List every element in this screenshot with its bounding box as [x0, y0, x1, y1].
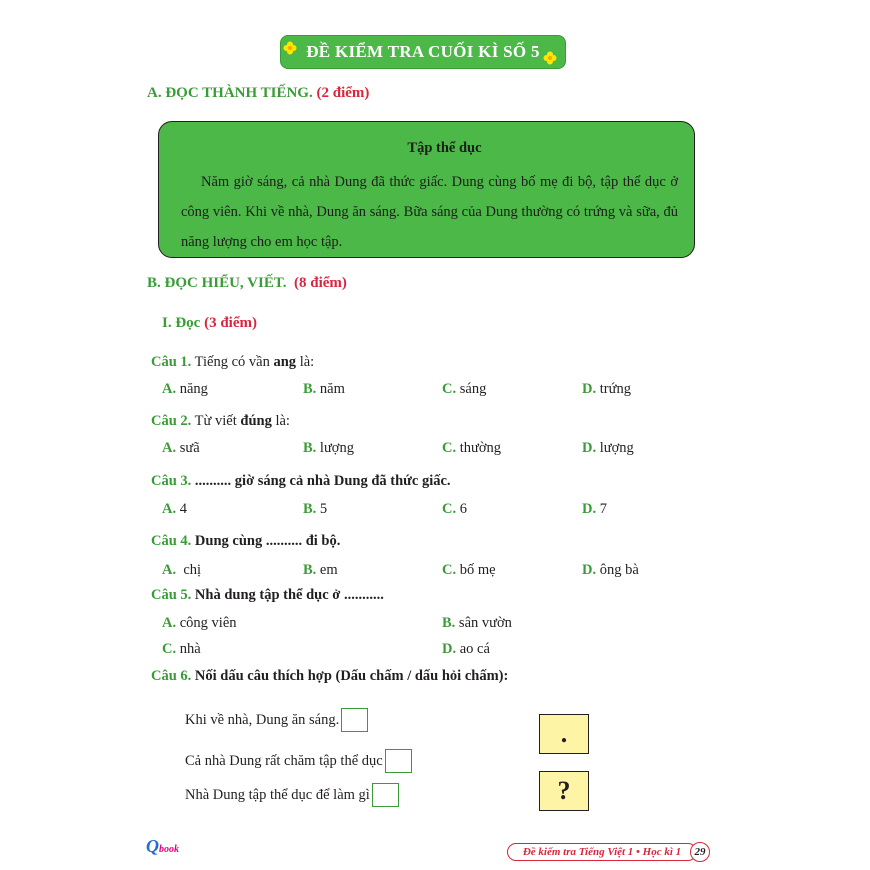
question-text: là: [299, 354, 315, 370]
option-a[interactable] [162, 562, 201, 579]
question-text: Dung cùng .......... đi bộ. [194, 533, 341, 549]
reading-text: Năm giờ sáng, cả nhà Dung đã thức giấc. Dung cùng bố mẹ đi bộ, tập thể dục ở công viên. Khi về nhà, Dung ăn sáng. Bữa sáng của Dung thường có trứng và sữa, đủ năng lượng cho em học tập. [181, 174, 678, 250]
flower-icon [283, 41, 297, 55]
question-text: .......... giờ sáng cả nhà Dung đã thức giấc. [194, 473, 451, 489]
option-b[interactable] [303, 501, 327, 518]
option-text: 5 [319, 501, 328, 517]
part-i-points: (3 điểm) [204, 315, 257, 331]
option-d[interactable] [582, 562, 639, 579]
period-box[interactable] [539, 714, 589, 754]
option-text: 6 [459, 501, 467, 517]
page-number-text: 29 [694, 846, 706, 858]
section-a-label: A. ĐỌC THÀNH TIẾNG. [147, 85, 313, 101]
question-5 [151, 587, 384, 604]
option-text: năng [179, 381, 208, 397]
footer-text: Đề kiểm tra Tiếng Việt 1 • Học kì 1 [522, 846, 682, 858]
section-a-heading [147, 85, 369, 102]
option-letter: A. [162, 562, 177, 578]
option-letter: B. [303, 381, 317, 397]
matching-sentence [185, 708, 368, 732]
option-letter: A. [162, 501, 177, 517]
logo-q: Q [146, 836, 159, 856]
question-1 [151, 354, 314, 371]
option-text: năm [319, 381, 345, 397]
period-mark: . [560, 719, 568, 748]
question-number: Câu 5. [151, 587, 192, 603]
option-letter: C. [442, 501, 457, 517]
option-letter: B. [303, 562, 317, 578]
option-d[interactable] [582, 501, 607, 518]
section-a-points: (2 điểm) [316, 85, 370, 101]
option-b[interactable] [303, 381, 345, 398]
question-text: Nối dấu câu thích hợp (Dấu chấm / dấu hỏi chấm): [194, 668, 509, 684]
question-2 [151, 413, 290, 430]
option-c[interactable] [442, 501, 467, 518]
question-mark: ? [557, 776, 571, 805]
question-text: Từ viết [194, 413, 237, 429]
option-letter: D. [442, 641, 457, 657]
option-text: chị [183, 562, 202, 578]
logo-text: book [159, 844, 179, 855]
matching-sentence [185, 783, 399, 807]
option-b[interactable] [303, 562, 338, 579]
option-d[interactable] [582, 440, 634, 457]
page-number [690, 842, 710, 862]
option-letter: B. [442, 615, 456, 631]
question-number: Câu 1. [151, 354, 192, 370]
question-text: Tiếng có vần [194, 354, 270, 370]
option-text: 4 [179, 501, 187, 517]
reading-passage [158, 121, 695, 258]
option-a[interactable] [162, 440, 200, 457]
option-text: sân vườn [458, 615, 512, 631]
question-number: Câu 4. [151, 533, 192, 549]
option-letter: C. [442, 440, 457, 456]
option-a[interactable] [162, 381, 208, 398]
matching-sentence [185, 749, 412, 773]
option-letter: C. [442, 562, 457, 578]
option-letter: A. [162, 440, 177, 456]
publisher-logo [146, 836, 179, 857]
footer-label [507, 843, 697, 861]
option-letter: C. [442, 381, 457, 397]
section-b-heading [147, 275, 347, 292]
option-d[interactable] [582, 381, 631, 398]
sentence-text: Nhà Dung tập thể dục để làm gì [185, 786, 370, 803]
option-letter: A. [162, 381, 177, 397]
option-letter: D. [582, 381, 597, 397]
question-keyword: đúng [240, 413, 272, 429]
answer-box[interactable] [385, 749, 412, 773]
option-text: 7 [599, 501, 607, 517]
option-c[interactable] [162, 641, 201, 658]
option-text: thường [459, 440, 502, 456]
option-text: nhà [179, 641, 201, 657]
option-letter: A. [162, 615, 177, 631]
question-6 [151, 668, 508, 685]
section-b-label: B. ĐỌC HIỂU, VIẾT. [147, 275, 287, 291]
option-letter: C. [162, 641, 177, 657]
question-keyword: ang [273, 354, 297, 370]
option-b[interactable] [303, 440, 354, 457]
option-text: trứng [599, 381, 631, 397]
section-b-points: (8 điểm) [293, 275, 347, 291]
flower-icon [543, 51, 557, 65]
option-text: bố mẹ [459, 562, 496, 578]
sentence-text: Khi về nhà, Dung ăn sáng. [185, 711, 340, 728]
question-mark-box[interactable] [539, 771, 589, 811]
option-a[interactable] [162, 501, 187, 518]
option-letter: B. [303, 440, 317, 456]
option-text: em [319, 562, 338, 578]
option-a[interactable] [162, 615, 237, 632]
option-text: sáng [459, 381, 487, 397]
option-b[interactable] [442, 615, 512, 632]
option-d[interactable] [442, 641, 490, 658]
option-letter: D. [582, 440, 597, 456]
option-letter: D. [582, 562, 597, 578]
option-letter: D. [582, 501, 597, 517]
option-c[interactable] [442, 381, 486, 398]
option-text: lượng [599, 440, 634, 456]
option-text: ông bà [599, 562, 639, 578]
option-c[interactable] [442, 562, 496, 579]
option-text: lượng [319, 440, 354, 456]
question-number: Câu 2. [151, 413, 192, 429]
question-text: là: [275, 413, 290, 429]
option-letter: B. [303, 501, 317, 517]
question-3 [151, 473, 451, 490]
question-4 [151, 533, 340, 550]
part-i-label: I. Đọc [162, 315, 201, 331]
question-number: Câu 6. [151, 668, 192, 684]
answer-box[interactable] [372, 783, 399, 807]
page-title [280, 35, 566, 69]
question-text: Nhà dung tập thể dục ở ........... [194, 587, 384, 603]
title-text: ĐỀ KIỂM TRA CUỐI KÌ SỐ 5 [306, 42, 540, 61]
part-i-heading [162, 315, 257, 332]
option-text: sưã [179, 440, 200, 456]
option-text: ao cá [459, 641, 490, 657]
reading-title: Tập thể dục [407, 140, 482, 156]
question-number: Câu 3. [151, 473, 192, 489]
option-c[interactable] [442, 440, 501, 457]
sentence-text: Cả nhà Dung rất chăm tập thể dục [185, 752, 383, 769]
answer-box[interactable] [341, 708, 368, 732]
option-text: công viên [179, 615, 237, 631]
